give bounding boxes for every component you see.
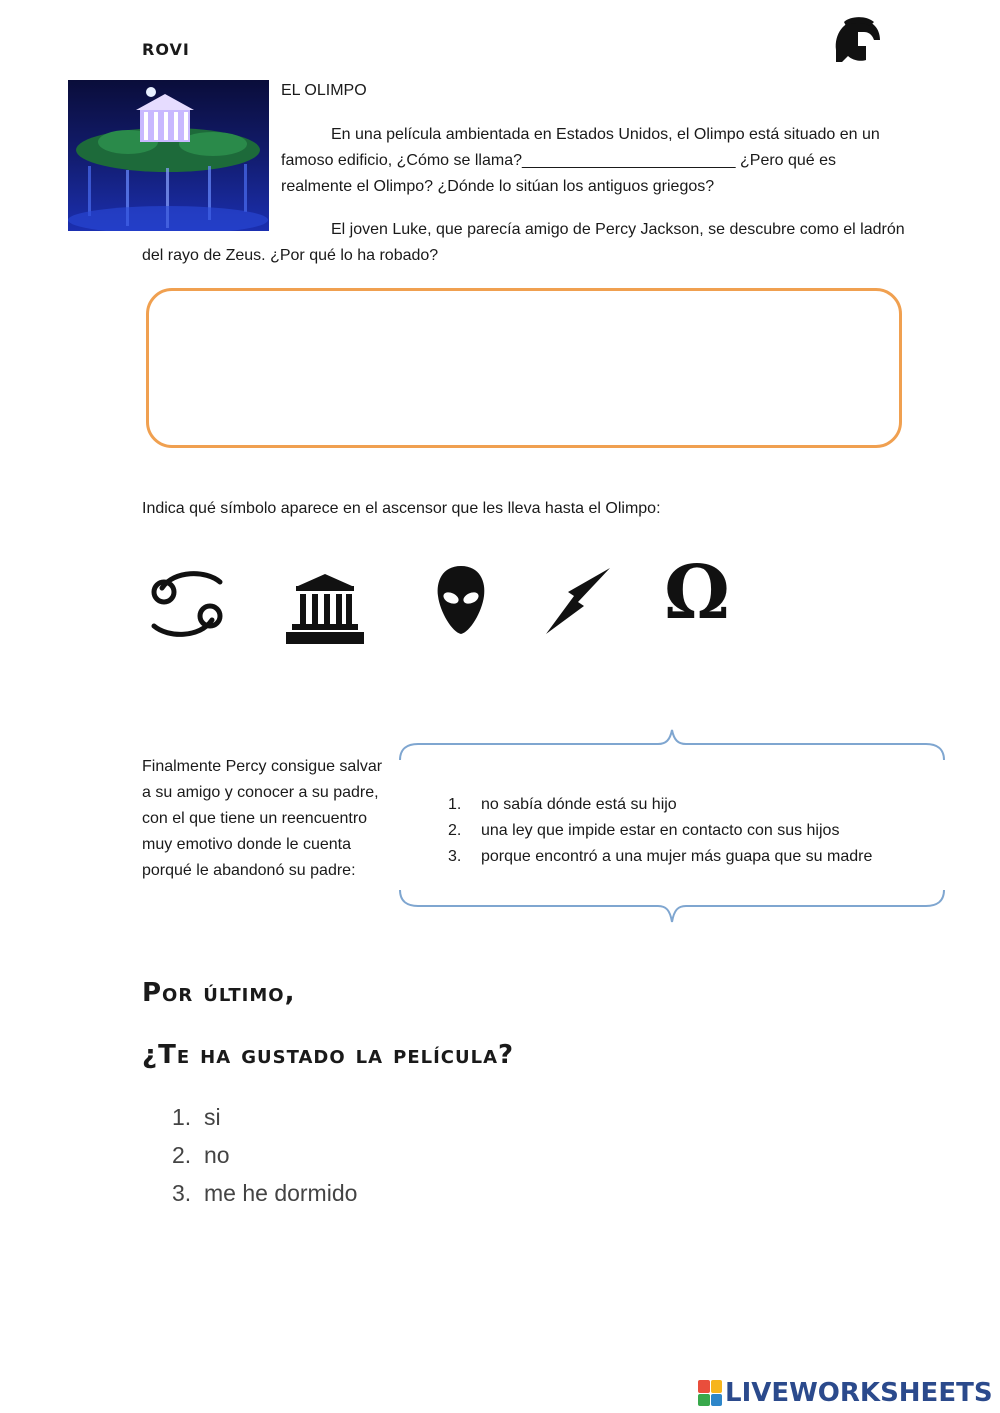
list-item-label: si (204, 1104, 221, 1130)
list-item[interactable] (448, 792, 872, 818)
badge-square (698, 1394, 710, 1407)
lightning-bolt-icon[interactable] (538, 562, 624, 646)
list-item[interactable] (448, 844, 872, 870)
spartan-helmet-icon (830, 16, 882, 66)
liveworksheets-logo[interactable] (698, 1376, 993, 1410)
opinion-list (172, 1098, 357, 1212)
list-item-number: 1. (448, 796, 462, 813)
liveworksheets-badge-icon (698, 1380, 722, 1406)
section-heading-olympus: EL OLIMPO (281, 82, 367, 99)
author-name: ROVI (142, 40, 190, 59)
percy-paragraph: Finalmente Percy consigue salvar a su amigo y conocer a su padre, con el que tiene un reencuentro muy emotivo donde le cuenta porqué le abandonó su padre: (142, 758, 383, 879)
badge-square (711, 1394, 723, 1407)
list-item[interactable] (172, 1098, 357, 1136)
symbols-question: Indica qué símbolo aparece en el ascensor que les lleva hasta el Olimpo: (142, 500, 661, 517)
olympus-paragraph-text: En una película ambientada en Estados Unidos, el Olimpo está situado en un famoso edificio, ¿Cómo se llama?________________________ ¿Pero qué es realmente el Olimpo? ¿Dónde lo sitúan los antiguos griegos? (281, 126, 880, 195)
floating-temple-night-image (68, 80, 269, 231)
luke-paragraph-text: El joven Luke, que parecía amigo de Percy Jackson, se descubre como el ladrón del rayo de Zeus. ¿Por qué lo ha robado? (142, 221, 905, 264)
badge-square (711, 1380, 723, 1393)
final-question: ¿Te ha gustado la película? (142, 1040, 515, 1070)
list-item-number: 2. (172, 1142, 192, 1168)
list-item-label: me he dormido (204, 1180, 358, 1206)
list-item-label: porque encontró a una mujer más guapa que su madre (481, 848, 873, 865)
list-item[interactable] (172, 1174, 357, 1212)
list-item[interactable] (172, 1136, 357, 1174)
badge-square (698, 1380, 710, 1393)
luke-paragraph (142, 217, 912, 269)
list-item-number: 2. (448, 822, 462, 839)
answer-text-box[interactable] (146, 288, 902, 448)
list-item-label: no sabía dónde está su hijo (481, 796, 677, 813)
reasons-list (448, 792, 872, 870)
list-item-number: 3. (172, 1180, 192, 1206)
alien-head-icon[interactable] (418, 562, 504, 646)
list-item-label: una ley que impide estar en contacto con sus hijos (481, 822, 840, 839)
final-heading: Por último, (142, 978, 296, 1008)
list-item-number: 1. (172, 1104, 192, 1130)
list-item-number: 3. (448, 848, 462, 865)
temple-icon[interactable] (282, 562, 368, 646)
omega-icon[interactable]: Ω (664, 550, 730, 636)
list-item[interactable] (448, 818, 872, 844)
list-item-label: no (204, 1142, 230, 1168)
liveworksheets-logo-text: LIVEWORKSHEETS (725, 1378, 993, 1408)
olympus-paragraph (281, 122, 911, 200)
cancer-zodiac-icon[interactable] (144, 562, 230, 646)
